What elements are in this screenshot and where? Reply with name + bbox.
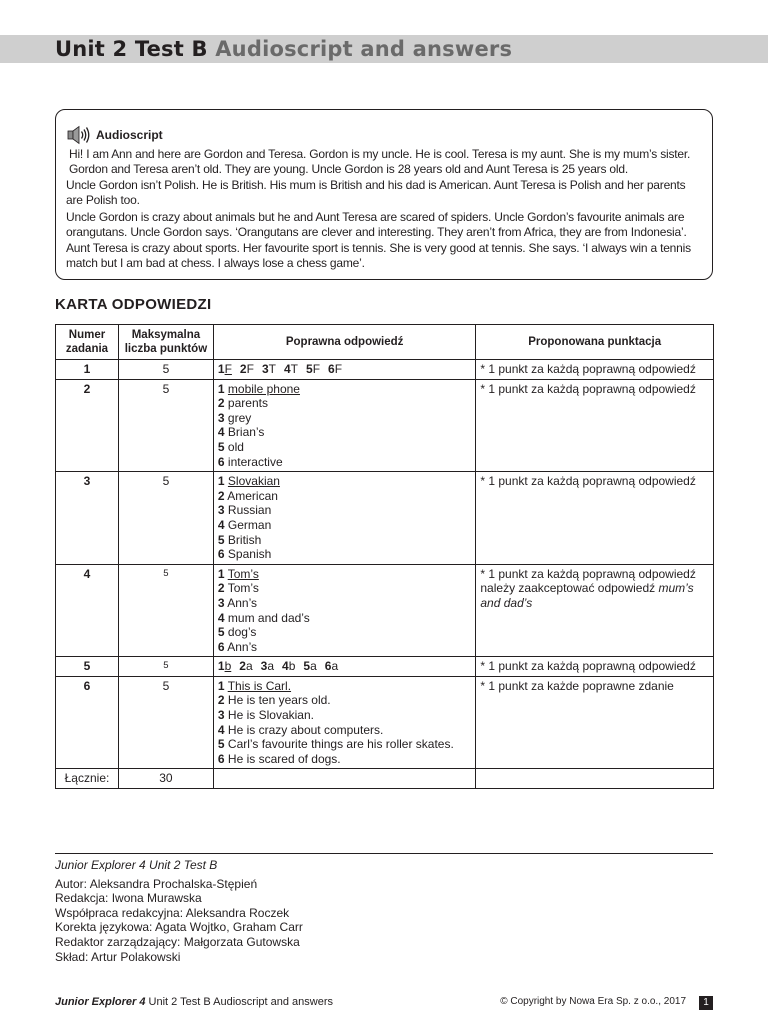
audioscript-paragraph: Uncle Gordon is crazy about animals but he and Aunt Teresa are scared of spiders. Uncle Gordon’s favourite animals are orangutans. Uncle Gordon says. ‘Orangutans are clever and interesting. They aren’t from Africa, they are from Indonesia’.: [66, 209, 687, 239]
column-header-answer: Poprawna odpowiedź: [213, 325, 475, 360]
column-header-max: [118, 325, 213, 360]
max-points: 5: [118, 360, 213, 380]
answer-number: 1: [217, 474, 225, 489]
answer-value: Tom’s: [227, 566, 259, 581]
max-points: 5: [118, 676, 213, 769]
speaker-icon: [67, 125, 91, 145]
credits-line: Współpraca redakcyjna: Aleksandra Roczek: [55, 905, 290, 920]
total-value: 30: [118, 769, 213, 789]
answer-number: 3: [217, 595, 225, 610]
answer-value: F: [334, 362, 343, 376]
answer-pair: [261, 659, 274, 674]
answer-number: 4: [283, 362, 291, 376]
table-header-row: [56, 325, 714, 360]
points-scheme: [476, 379, 714, 472]
task-number: 1: [56, 360, 119, 380]
answer-line: [218, 596, 471, 611]
answer-value: a: [267, 659, 275, 674]
answer-number: 2: [239, 362, 247, 376]
answer-pair: [239, 659, 252, 674]
answer-number: 2: [217, 488, 225, 503]
credits-line: Autor: Aleksandra Prochalska-Stępień: [55, 876, 258, 891]
answer-value: Spanish: [227, 547, 272, 562]
points-text: * 1 punkt za każdą poprawną odpowiedź: [480, 474, 696, 489]
answer-number: 3: [217, 708, 225, 723]
audioscript-box: [55, 109, 713, 280]
max-points: 5: [118, 657, 213, 677]
answer-number: 3: [261, 362, 269, 376]
answer-number: 5: [217, 532, 225, 547]
answer-value: He is ten years old.: [227, 693, 331, 708]
answer-value: a: [245, 659, 253, 674]
answer-table-body: [56, 360, 714, 769]
answer-value: Slovakian: [227, 474, 280, 489]
answer-number: 6: [217, 751, 225, 766]
answer-sheet-heading: KARTA ODPOWIEDZI: [55, 296, 212, 313]
answer-line: [218, 518, 471, 533]
answer-value: parents: [227, 396, 268, 411]
points-text: * 1 punkt za każdą poprawną odpowiedź: [480, 659, 696, 674]
answer-line: [218, 425, 471, 440]
answer-value: He is scared of dogs.: [227, 751, 341, 766]
answer-value: b: [224, 659, 232, 674]
answer-line: [218, 567, 471, 582]
answer-line: [218, 382, 471, 397]
answer-line: [218, 611, 471, 626]
answer-pair: [284, 362, 298, 377]
answer-value: interactive: [227, 454, 283, 469]
answer-number: 1: [217, 678, 225, 693]
answer-value: German: [227, 517, 272, 532]
task-number: 6: [56, 676, 119, 769]
audioscript-label: Audioscript: [96, 128, 163, 142]
answer-value: Carl’s favourite things are his roller skates.: [227, 737, 454, 752]
answer-value: mobile phone: [227, 381, 300, 396]
answer-number: 4: [217, 425, 225, 440]
answer-value: a: [310, 659, 317, 674]
answer-number: 6: [217, 639, 225, 654]
answer-value: He is crazy about computers.: [227, 722, 384, 737]
answer-pair: [218, 362, 232, 377]
answer-line: [218, 411, 471, 426]
total-label: Łącznie:: [56, 769, 119, 789]
answer-number: 4: [217, 722, 225, 737]
table-row: [56, 379, 714, 472]
answer-number: 1: [217, 381, 225, 396]
answer-number: 6: [217, 547, 225, 562]
answer-line: [218, 679, 471, 694]
answer-line: [218, 640, 471, 655]
answer-value: F: [224, 362, 232, 376]
answer-line: [218, 547, 471, 562]
answer-number: 2: [217, 693, 225, 708]
audioscript-paragraph: Hi! I am Ann and here are Gordon and Teresa. Gordon is my uncle. He is cool. Teresa is my aunt. She is my mum’s sister. Gordon and Teresa aren’t old. They are young. Uncle Gordon is 28 years old and Aunt Teresa is 25 years old.: [69, 147, 691, 176]
table-row: [56, 676, 714, 769]
answer-pair: [328, 362, 342, 377]
correct-answer: [213, 379, 475, 472]
points-scheme: [476, 360, 714, 380]
task-number: 5: [56, 657, 119, 677]
audioscript-header: [66, 125, 702, 145]
answer-line: [218, 723, 471, 738]
answer-line: [218, 396, 471, 411]
answer-line: [218, 737, 471, 752]
answer-value: Russian: [227, 503, 272, 518]
total-empty-cell: [213, 769, 475, 789]
answer-number: 4: [217, 610, 225, 625]
points-italic-text: mum’s and dad’s: [480, 581, 694, 610]
points-scheme: [476, 564, 714, 657]
answer-number: 5: [306, 362, 313, 376]
answer-value: F: [246, 362, 254, 376]
answer-number: 2: [239, 659, 246, 674]
answer-number: 4: [217, 517, 225, 532]
answer-number: 3: [217, 503, 225, 518]
answer-value: dog’s: [227, 625, 257, 640]
points-text: * 1 punkt za każdą poprawną odpowiedź należy zaakceptować odpowiedź: [480, 566, 696, 596]
answer-number: 6: [217, 454, 225, 469]
credits-line: Redaktor zarządzający: Małgorzata Gutowska: [55, 934, 300, 949]
points-text: * 1 punkt za każdą poprawną odpowiedź: [480, 362, 696, 376]
answer-number: 5: [303, 659, 311, 674]
answer-line: [218, 489, 471, 504]
answer-line: [218, 752, 471, 767]
answer-number: 5: [217, 625, 225, 640]
answer-number: 1: [217, 362, 225, 376]
table-row: [56, 657, 714, 677]
footer-copyright: © Copyright by Nowa Era Sp. z o.o., 2017: [500, 996, 686, 1007]
answer-pair: [325, 659, 338, 674]
answer-pair: [218, 659, 231, 674]
answer-value: T: [268, 362, 276, 376]
points-text: * 1 punkt za każdą poprawną odpowiedź: [480, 381, 696, 396]
audioscript-paragraph: Uncle Gordon isn’t Polish. He is British. His mum is British and his dad is American. Aunt Teresa is Polish and her parents are Polish too.: [66, 178, 686, 208]
answer-value: mum and dad’s: [227, 610, 310, 625]
answer-value: British: [227, 532, 262, 547]
answer-line: [218, 474, 471, 489]
table-row: [56, 360, 714, 380]
column-header-number: [56, 325, 119, 360]
answer-value: T: [290, 362, 299, 376]
answer-number: 5: [217, 439, 225, 454]
answer-pair: [306, 362, 320, 377]
answer-table: [55, 324, 714, 789]
answer-line: [218, 581, 471, 596]
points-scheme: [476, 472, 714, 565]
answer-value: b: [288, 659, 296, 674]
answer-pair: [282, 659, 295, 674]
points-scheme: [476, 676, 714, 769]
answer-value: This is Carl.: [227, 678, 292, 693]
answer-number: 6: [324, 659, 332, 674]
points-text: * 1 punkt za każde poprawne zdanie: [480, 678, 674, 693]
answer-line: [218, 440, 471, 455]
answer-number: 5: [217, 737, 225, 752]
footer-doc: Unit 2 Test B Audioscript and answers: [148, 996, 333, 1008]
answer-number: 1: [217, 659, 225, 674]
column-header-text: zadania: [65, 343, 109, 355]
credits-line: Redakcja: Iwona Murawska: [55, 891, 202, 906]
task-number: 2: [56, 379, 119, 472]
answer-number: 3: [260, 659, 268, 674]
credits-book-title: Junior Explorer 4 Unit 2 Test B: [55, 858, 218, 872]
answer-line: [218, 625, 471, 640]
footer-title: [55, 996, 333, 1008]
column-header-text: liczba punktów: [124, 343, 208, 355]
page-title: [55, 37, 512, 61]
answer-value: Ann’s: [227, 639, 258, 654]
answer-value: Tom’s: [227, 581, 259, 596]
footer-divider: [55, 853, 713, 854]
page-number: 1: [699, 996, 713, 1010]
answer-number: 3: [217, 410, 225, 425]
table-row: [56, 564, 714, 657]
answer-value: F: [312, 362, 321, 376]
total-row: [56, 769, 714, 789]
column-header-text: Maksymalna: [131, 329, 201, 341]
answer-value: grey: [227, 410, 252, 425]
max-points: 5: [118, 379, 213, 472]
answer-line: [218, 693, 471, 708]
points-scheme: [476, 657, 714, 677]
correct-answer: [213, 564, 475, 657]
table-row: [56, 472, 714, 565]
title-main: Unit 2 Test B: [55, 37, 208, 61]
answer-value: He is Slovakian.: [227, 708, 314, 723]
column-header-text: Numer: [68, 329, 106, 341]
footer-series: Junior Explorer 4: [55, 996, 146, 1008]
answer-value: Brian’s: [227, 425, 265, 440]
answer-line: [218, 533, 471, 548]
max-points: 5: [118, 564, 213, 657]
correct-answer: [213, 472, 475, 565]
task-number: 4: [56, 564, 119, 657]
total-empty-cell: [476, 769, 714, 789]
title-sub: Audioscript and answers: [215, 37, 513, 61]
credits: [55, 858, 303, 964]
answer-value: old: [227, 439, 244, 454]
answer-pair: [303, 659, 316, 674]
answer-value: Ann’s: [227, 595, 258, 610]
column-header-points: Proponowana punktacja: [476, 325, 714, 360]
answer-value: American: [227, 488, 278, 503]
answer-number: 1: [217, 566, 225, 581]
correct-answer: [213, 676, 475, 769]
answer-number: 2: [217, 396, 225, 411]
max-points: 5: [118, 472, 213, 565]
answer-number: 6: [328, 362, 335, 376]
answer-number: 2: [217, 581, 225, 596]
answer-line: [218, 455, 471, 470]
correct-answer: [213, 657, 475, 677]
answer-number: 4: [282, 659, 289, 674]
correct-answer: [213, 360, 475, 380]
answer-pair: [240, 362, 254, 377]
audioscript-paragraph: Aunt Teresa is crazy about sports. Her favourite sport is tennis. She is very good at tennis. She says. ‘I always win a tennis match but I am bad at chess. I always lose a chess game’.: [66, 241, 691, 270]
task-number: 3: [56, 472, 119, 565]
answer-line: [218, 708, 471, 723]
answer-pair: [262, 362, 276, 377]
answer-line: [218, 503, 471, 518]
credits-line: Korekta językowa: Agata Wojtko, Graham Carr: [55, 920, 303, 935]
answer-value: a: [331, 659, 339, 674]
credits-line: Skład: Artur Polakowski: [55, 949, 181, 964]
